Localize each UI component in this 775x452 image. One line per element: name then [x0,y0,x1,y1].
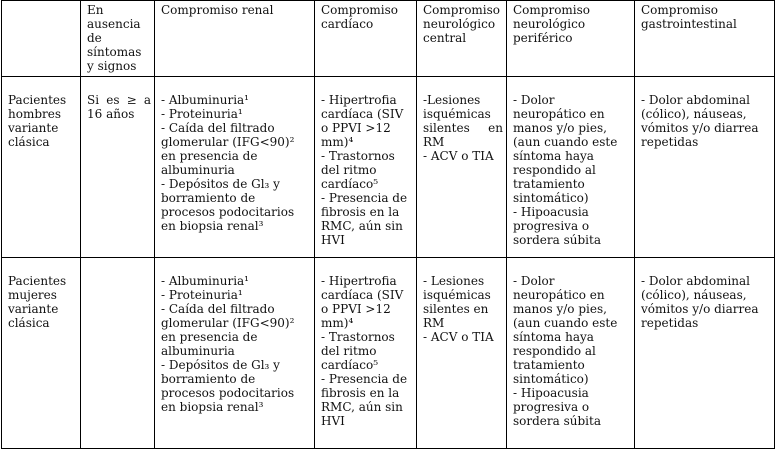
list-item: - Depósitos de Gl₃ y borramiento de procesos podocitarios en biopsia renal³ [161,177,295,233]
list-item: - Hipoacusia progresiva o sordera súbita [513,386,601,428]
list-item: - Caída del filtrado glomerular (IFG<90)² en presencia de albuminuria [161,302,295,358]
list-item: - ACV o TIA [423,330,494,344]
pns-cell [507,77,635,258]
list-item: - Trastornos del ritmo cardíaco⁵ [321,330,395,372]
row-label-text: Pacientes hombres variante clásica [8,93,67,149]
list-item: -Lesiones isquémicas silentes en RM [423,93,503,149]
asymptomatic-cell [81,77,155,258]
cns-cell [417,77,507,258]
list-item: - Dolor neuropático en manos y/o pies, (aun cuando este síntoma haya respondido al tratamiento sintomático) [513,274,618,386]
header-asymptomatic: En ausencia de síntomas y signos [81,1,155,77]
list-item: - Proteinuria¹ [161,107,243,121]
list-item: - Presencia de fibrosis en la RMC, aún sin HVI [321,372,408,428]
criteria-table [1,0,775,449]
row-label-text: Pacientes mujeres variante clásica [8,274,67,330]
pns-cell [507,258,635,449]
list-item: - Dolor abdominal (cólico), náuseas, vómitos y/o diarrea repetidas [641,274,759,330]
header-row [2,1,775,77]
header-cardiac: Compromiso cardíaco [315,1,417,77]
list-item: - Presencia de fibrosis en la RMC, aún sin HVI [321,191,408,247]
list-item: - Dolor abdominal (cólico), náuseas, vómitos y/o diarrea repetidas [641,93,759,149]
list-item: - Proteinuria¹ [161,288,243,302]
cardiac-cell [315,77,417,258]
list-item: - Albuminuria¹ [161,93,249,107]
asymptomatic-cell [81,258,155,449]
renal-cell [155,258,315,449]
list-item: - ACV o TIA [423,149,494,163]
row-label [2,258,81,449]
gi-cell [635,77,775,258]
gi-cell [635,258,775,449]
row-label [2,77,81,258]
list-item: - Caída del filtrado glomerular (IFG<90)² en presencia de albuminuria [161,121,295,177]
header-gi: Compromiso gastrointestinal [635,1,775,77]
header-pns: Compromiso neurológico periférico [507,1,635,77]
list-item: - Dolor neuropático en manos y/o pies, (aun cuando este síntoma haya respondido al tratamiento sintomático) [513,93,618,205]
table-row [2,77,775,258]
renal-cell [155,77,315,258]
list-item: - Lesiones isquémicas silentes en RM [423,274,491,330]
cns-cell [417,258,507,449]
list-item: - Hipertrofia cardíaca (SIV o PPVI >12 mm)⁴ [321,93,404,149]
list-item: - Depósitos de Gl₃ y borramiento de procesos podocitarios en biopsia renal³ [161,358,295,414]
list-item: - Hipertrofia cardíaca (SIV o PPVI >12 mm)⁴ [321,274,404,330]
asymptomatic-text: Si es ≥ a 16 años [87,93,151,121]
list-item: - Trastornos del ritmo cardíaco⁵ [321,149,395,191]
list-item: - Albuminuria¹ [161,274,249,288]
header-cns: Compromiso neurológico central [417,1,507,77]
cardiac-cell [315,258,417,449]
list-item: - Hipoacusia progresiva o sordera súbita [513,205,601,247]
header-renal: Compromiso renal [155,1,315,77]
table-row [2,258,775,449]
header-cell-empty [2,1,81,77]
